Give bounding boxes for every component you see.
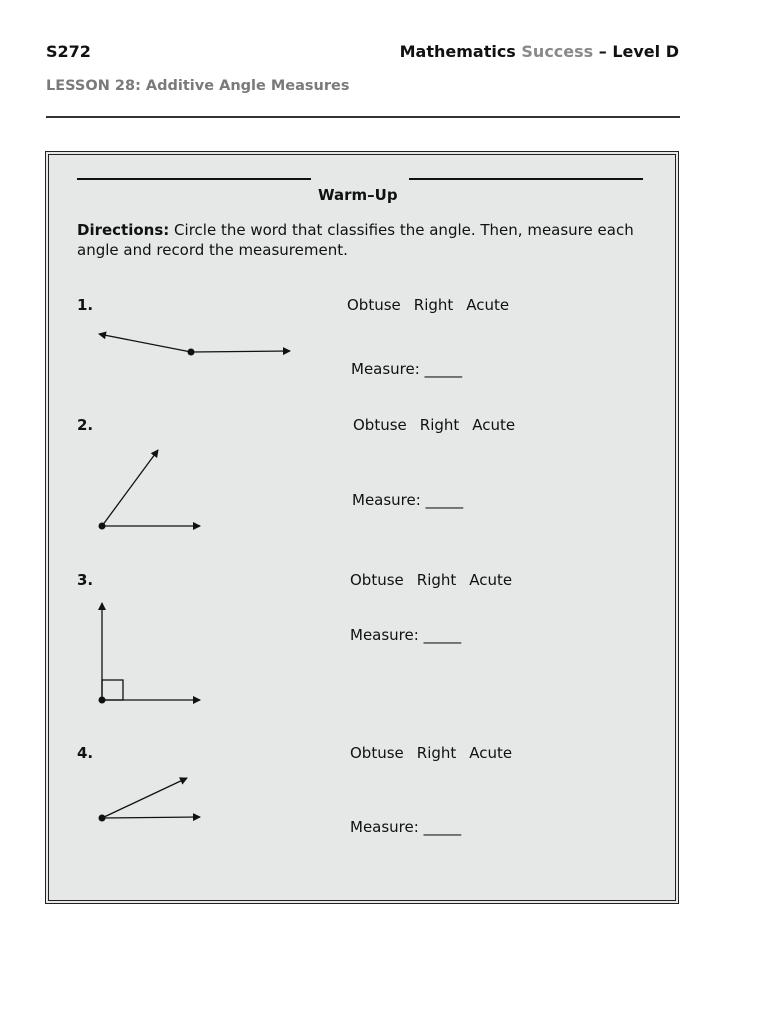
option-acute[interactable]: Acute <box>472 416 516 434</box>
option-right[interactable]: Right <box>419 416 460 434</box>
directions-label: Directions: <box>77 221 170 239</box>
question-4-number: 4. <box>77 744 94 762</box>
option-right[interactable]: Right <box>416 744 457 762</box>
question-1-number: 1. <box>77 296 94 314</box>
angle-3-diagram <box>99 603 201 704</box>
option-acute[interactable]: Acute <box>469 571 513 589</box>
series-success: Success <box>521 42 594 61</box>
option-obtuse[interactable]: Obtuse <box>350 571 404 589</box>
option-acute[interactable]: Acute <box>466 296 510 314</box>
question-2-number: 2. <box>77 416 94 434</box>
directions-text: Circle the word that classifies the angle. Then, measure each angle and record the measurement. <box>77 221 634 259</box>
option-obtuse[interactable]: Obtuse <box>350 744 404 762</box>
series-suffix: – Level D <box>593 42 679 61</box>
option-right[interactable]: Right <box>416 571 457 589</box>
question-1-measure: Measure: _____ <box>351 360 463 378</box>
question-3-measure: Measure: _____ <box>350 626 462 644</box>
lesson-title: LESSON 28: Additive Angle Measures <box>46 78 350 94</box>
question-4-measure: Measure: _____ <box>350 818 462 836</box>
angle-2-diagram <box>99 450 201 530</box>
warmup-title: Warm–Up <box>318 186 398 204</box>
question-3-number: 3. <box>77 571 94 589</box>
option-right[interactable]: Right <box>413 296 454 314</box>
series-prefix: Mathematics <box>399 42 522 61</box>
option-obtuse[interactable]: Obtuse <box>347 296 401 314</box>
angle-4-diagram <box>99 778 201 822</box>
option-obtuse[interactable]: Obtuse <box>353 416 407 434</box>
page-code: S272 <box>46 42 91 61</box>
option-acute[interactable]: Acute <box>469 744 513 762</box>
question-2-measure: Measure: _____ <box>352 491 464 509</box>
angle-1-diagram <box>99 334 290 356</box>
